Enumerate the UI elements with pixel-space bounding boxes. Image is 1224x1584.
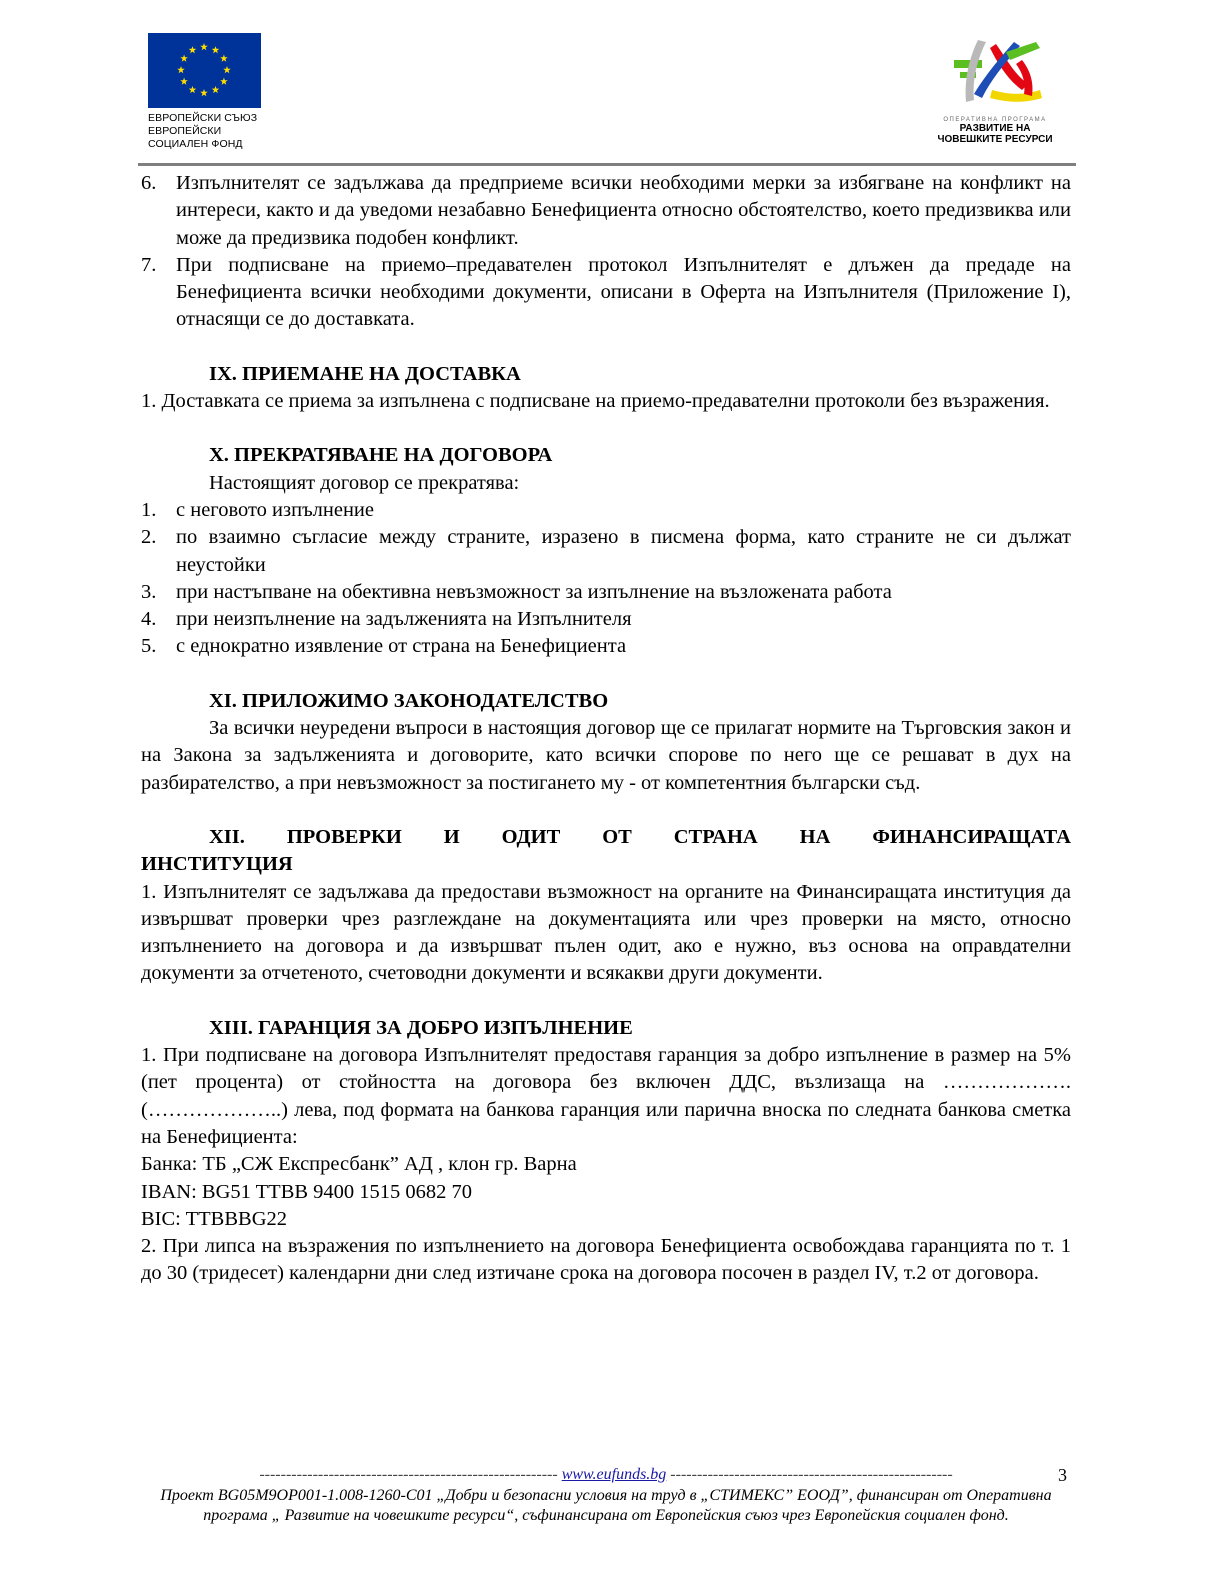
eu-logo	[148, 33, 266, 151]
spacer	[141, 988, 1071, 1015]
eufunds-link[interactable]: www.eufunds.bg	[561, 1466, 667, 1483]
eu-star-icon	[177, 66, 185, 73]
eu-star-icon	[189, 46, 197, 53]
list-text: при неизпълнение на задълженията на Изпълнителя	[176, 608, 632, 631]
list-number: 5.	[141, 635, 157, 658]
list-number: 4.	[141, 608, 157, 631]
section-heading: XIII. ГАРАНЦИЯ ЗА ДОБРО ИЗПЪЛНЕНИЕ	[209, 1016, 633, 1039]
list-number: 2.	[141, 526, 157, 549]
bank-bic: BIC: TTBBBG22	[141, 1207, 287, 1230]
eu-star-icon	[200, 43, 208, 50]
list-item	[141, 170, 1071, 252]
list-number: 7.	[141, 253, 157, 276]
list-text: с еднократно изявление от страна на Бенефициента	[176, 635, 627, 658]
op-logo	[930, 38, 1065, 145]
list-number: 1.	[141, 498, 157, 521]
list-text: Изпълнителят се задължава да предприеме всички необходими мерки за избягване на конфликт на интереси, както и да уведоми незабавно Бенефициента относно обстоятелство, което предизвиква или може да предизвика подобен конфликт.	[176, 172, 1071, 249]
list-text: При подписване на приемо–предавателен протокол Изпълнителят е длъжен да предаде на Бенефициента всички необходими документи, описани в Оферта на Изпълнителя (Приложение I), отнасящи се до доставката.	[176, 253, 1071, 331]
eu-star-icon	[212, 86, 220, 93]
footer-dashes: -----------------------------------------------------	[670, 1466, 953, 1483]
section-heading-continuation: ИНСТИТУЦИЯ	[141, 853, 293, 876]
eu-flag-icon	[148, 33, 261, 108]
eu-caption-line: ЕВРОПЕЙСКИ СЪЮЗ	[148, 112, 258, 124]
op-hrd-logo-icon	[936, 38, 1056, 116]
spacer	[141, 415, 1071, 442]
eu-caption-line: ЕВРОПЕЙСКИ	[148, 125, 222, 137]
contract-body	[141, 170, 1071, 1288]
section-paragraph: 2. При липса на възражения по изпълнението на договора Бенефициента освобождава гаранцията по т. 1 до 30 (тридесет) календарни дни след изтичане срока на договора посочен в раздел IV, т.2 от договора.	[141, 1235, 1071, 1285]
page-number: 3	[1058, 1465, 1067, 1485]
section-paragraph: 1. Изпълнителят се задължава да предостави възможност на органите на Финансиращата институция да извършват проверки чрез разглеждане на документацията или чрез проверки на място, относно изпълнението на договора и да извършват пълен одит, ако е нужно, въз основа на оправдателни документи за отчетеното, счетоводни документи и всякакви други документи.	[141, 880, 1071, 985]
list-item	[141, 524, 1071, 579]
eu-star-icon	[180, 55, 188, 62]
op-name	[930, 123, 1060, 145]
list-item	[141, 252, 1071, 334]
page-footer	[141, 1466, 1071, 1526]
section-paragraph: 1. При подписване на договора Изпълнителят предоставя гаранция за добро изпълнение в размер на 5% (пет процента) от стойността на договора без включен ДДС, възлизаща на ………………. (………………..) лева, под формата на банкова гаранция или парична вноска по следната банкова сметка на Бенефициента:	[141, 1044, 1071, 1148]
list-item	[141, 579, 1071, 606]
op-small-caption: ОПЕРАТИВНА ПРОГРАМА	[943, 117, 1047, 123]
eu-caption-line: СОЦИАЛЕН ФОНД	[148, 138, 243, 150]
spacer	[141, 797, 1071, 824]
eu-star-icon	[212, 46, 220, 53]
spacer	[141, 661, 1071, 688]
list-number: 3.	[141, 580, 157, 603]
section-intro: Настоящият договор се прекратява:	[209, 471, 520, 494]
list-text: при настъпване на обективна невъзможност за изпълнение на възложената работа	[176, 580, 892, 603]
op-name-line: РАЗВИТИЕ НА	[959, 123, 1031, 134]
section-heading: XI. ПРИЛОЖИМО ЗАКОНОДАТЕЛСТВО	[209, 689, 609, 712]
eu-star-icon	[220, 55, 228, 62]
eu-star-icon	[220, 78, 228, 85]
list-item	[141, 497, 1071, 524]
eu-star-icon	[180, 78, 188, 85]
eu-star-icon	[223, 66, 231, 73]
bank-name: Банка: ТБ „СЖ Експресбанк” АД , клон гр. Варна	[141, 1153, 577, 1176]
eu-caption	[148, 112, 266, 151]
header-rule	[138, 163, 1076, 166]
eu-star-icon	[200, 89, 208, 96]
list-item	[141, 633, 1071, 660]
list-text: по взаимно съгласие между страните, изразено в писмена форма, като страните не си дължат неустойки	[176, 526, 1071, 576]
section-heading: IX. ПРИЕМАНЕ НА ДОСТАВКА	[209, 362, 521, 385]
list-item	[141, 606, 1071, 633]
section-heading: XII. ПРОВЕРКИ И ОДИТ ОТ СТРАНА НА ФИНАНСИРАЩАТА	[209, 825, 1071, 848]
bank-iban: IBAN: BG51 TTBB 9400 1515 0682 70	[141, 1180, 473, 1203]
section-paragraph: За всички неуредени въпроси в настоящия договор ще се прилагат нормите на Търговския закон и на Закона за задълженията и договорите, като всички спорове по него ще се решават в дух на разбирателство, а при невъзможност за постигането му - от компетентния български съд.	[141, 717, 1071, 794]
eu-star-icon	[189, 86, 197, 93]
section-heading: X. ПРЕКРАТЯВАНЕ НА ДОГОВОРА	[209, 444, 553, 467]
spacer	[141, 334, 1071, 361]
footer-project-text: Проект BG05M9OP001-1.008-1260-C01 „Добри и безопасни условия на труд в „СТИМЕКС” ЕООД”, финансиран от Оперативна програма „ Развитие на човешките ресурси“, съфинансирана от Европейския съюз чрез Европейския социален фонд.	[160, 1487, 1052, 1524]
op-name-line: ЧОВЕШКИТЕ РЕСУРСИ	[937, 134, 1053, 145]
list-text: с неговото изпълнение	[176, 498, 375, 521]
footer-dashes: --------------------------------------------------------	[259, 1466, 558, 1483]
footer-link-line	[141, 1466, 1071, 1484]
list-number: 6.	[141, 172, 157, 194]
section-paragraph: 1. Доставката се приема за изпълнена с подписване на приемо-предавателни протоколи без възражения.	[141, 390, 1050, 413]
